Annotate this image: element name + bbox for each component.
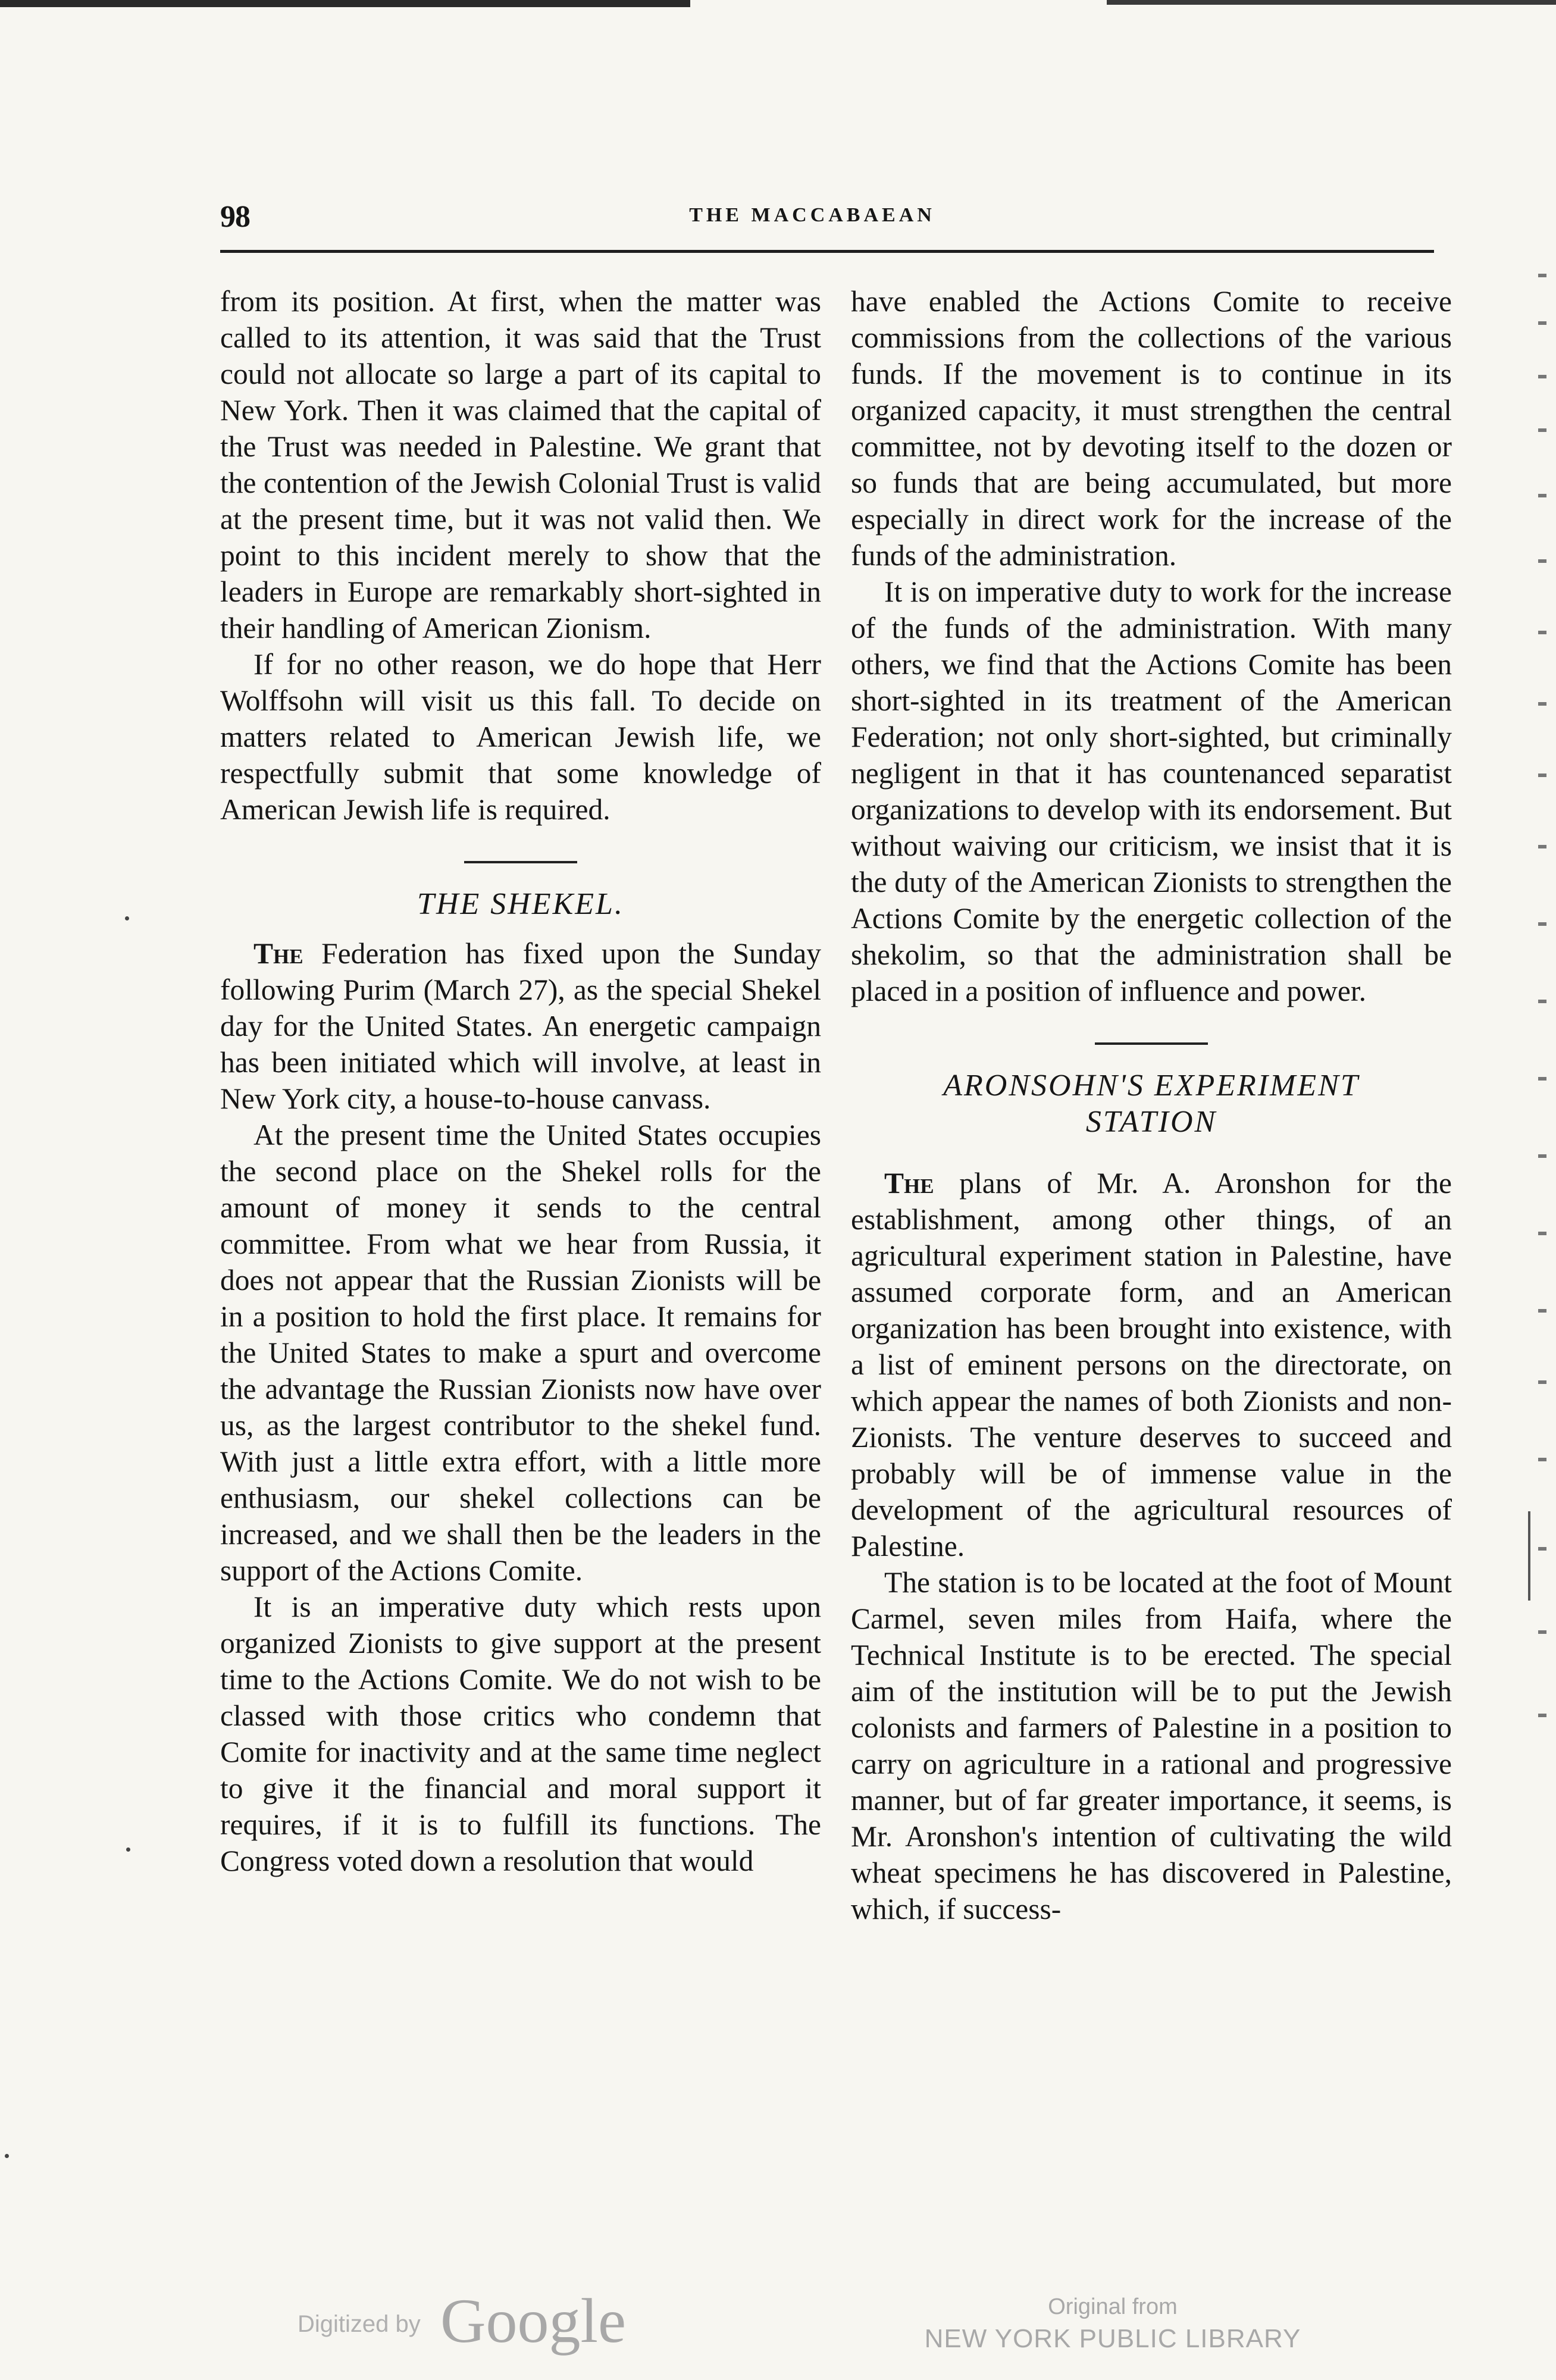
page-number: 98 — [220, 200, 250, 234]
lead-word: The — [253, 937, 303, 970]
paragraph: At the present time the United States occupies the second place on the Shekel rolls for the amount of money it sends to the central committee. From what we hear from Russia, it does not appear that the Russian Zionists will be in a position to hold the first place. It remains for the United States to make a spurt and overcome the advantage the Russian Zionists now have over us, as the largest contributor to the shekel fund. With just a little extra effort, with a little more enthusiasm, our shekel collections can be increased, and we shall then be the leaders in the support of the Actions Comite. — [220, 1119, 821, 1587]
library-attribution — [845, 2292, 1380, 2356]
lead-word: The — [884, 1167, 934, 1200]
bleed-through-marks — [1528, 1511, 1530, 1601]
paragraph: If for no other reason, we do hope that Herr Wolffsohn will visit us this fall. To decide on matters related to American Jewish life, we respectfully submit that some knowledge of American Jewish life is required. — [220, 648, 821, 826]
scan-speck — [5, 2154, 9, 2158]
section-separator — [464, 861, 577, 863]
paragraph: The Federation has fixed upon the Sunday following Purim (March 27), as the special Shekel day for the United States. An energetic campaign has been initiated which will involve, at least in New York city, a house-to-house canvass. — [220, 937, 821, 1115]
page-header — [220, 199, 1404, 247]
left-column — [220, 283, 821, 1879]
paragraph: The station is to be located at the foot of Mount Carmel, seven miles from Haifa, where the Technical Institute is to be erected. The special aim of the institution will be to put the Jewish colonists and farmers of Palestine in a position to carry on agriculture in a rational and progressive manner, but of far greater importance, it seems, is Mr. Aronshon's intention of cultivating the wild wheat specimens he has discovered in Palestine, which, if success- — [851, 1566, 1452, 1925]
scan-edge-line — [1107, 0, 1556, 5]
scan-speck — [126, 1847, 130, 1852]
digitized-by-text: Digitized by — [298, 2311, 421, 2337]
google-logo: Google — [440, 2286, 627, 2356]
paragraph: It is an imperative duty which rests upon organized Zionists to give support at the present time to the Actions Comite. We do not wish to be classed with those critics who condemn that Comite for inactivity and at the same time neglect to give it the financial and moral support it requires, if it is to fulfill its functions. The Congress voted down a resolution that would — [220, 1590, 821, 1877]
paragraph: from its position. At first, when the matter was called to its attention, it was said that the Trust could not allocate so large a part of its capital to New York. Then it was claimed that the capital of the Trust was needed in Palestine. We grant that the contention of the Jewish Colonial Trust is valid at the present time, but it was not valid then. We point to this incident merely to show that the leaders in Europe are remarkably short-sighted in their handling of American Zionism. — [220, 285, 821, 644]
section-heading-aronsohn: ARONSOHN'S EXPERIMENT STATION — [943, 1069, 1360, 1139]
header-rule — [220, 250, 1434, 253]
bleed-through-marks — [1532, 250, 1556, 1856]
section-heading-shekel: THE SHEKEL. — [417, 887, 624, 921]
original-from-text: Original from — [1048, 2294, 1178, 2319]
section-separator — [1095, 1042, 1208, 1045]
paragraph: The plans of Mr. A. Aronshon for the establishment, among other things, of an agricultural experiment station in Palestine, have assumed corporate form, and an American organization has been brought into existence, with a list of eminent persons on the directorate, on which appear the names of both Zionists and non-Zionists. The venture deserves to succeed and probably will be of immense value in the development of the agricultural resources of Palestine. — [851, 1167, 1452, 1562]
right-column — [851, 283, 1452, 1927]
scan-edge-line — [0, 0, 690, 7]
scan-speck — [125, 916, 129, 920]
paragraph: have enabled the Actions Comite to receive commissions from the collections of the various funds. If the movement is to continue in its organized capacity, it must strengthen the central committee, not by devoting itself to the dozen or so funds that are being accumulated, but more especially in direct work for the increase of the funds of the administration. — [851, 285, 1452, 572]
paragraph: It is on imperative duty to work for the increase of the funds of the administration. With many others, we find that the Actions Comite has been short-sighted in its treatment of the American Federation; not only short-sighted, but criminally negligent in that it has countenanced separatist organizations to develop with its endorsement. But without waiving our criticism, we insist that it is the duty of the American Zionists to strengthen the Actions Comite by the energetic collection of the shekolim, so that the administration shall be placed in a position of influence and power. — [851, 575, 1452, 1007]
library-name: NEW YORK PUBLIC LIBRARY — [924, 2324, 1301, 2353]
running-head: THE MACCABAEAN — [689, 204, 935, 226]
